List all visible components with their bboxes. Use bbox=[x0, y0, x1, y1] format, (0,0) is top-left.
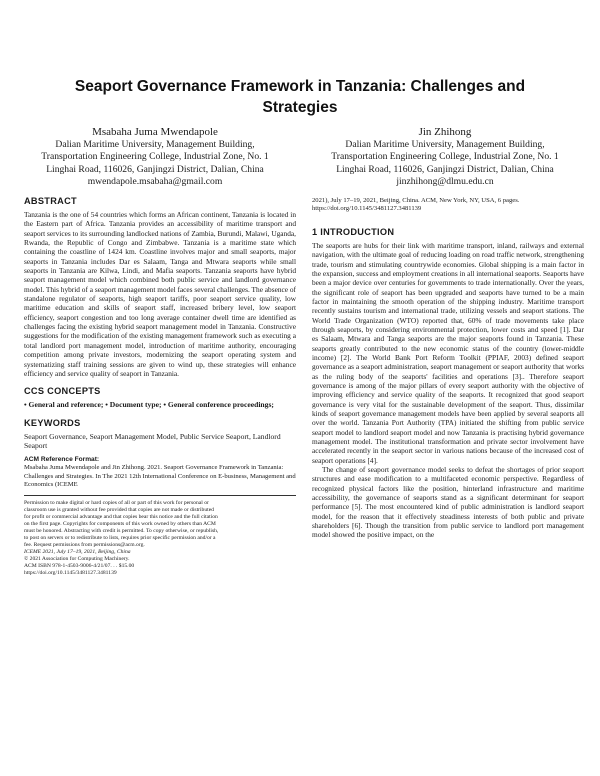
left-column bbox=[24, 195, 296, 578]
footnote-divider bbox=[24, 495, 296, 496]
author-affiliation-line: Dalian Maritime University, Management Building, bbox=[345, 139, 545, 150]
abstract-text: Tanzania is the one of 54 countries which forms an African continent, Tanzania is located in the Eastern part of Africa. Tanzania provides an accessibility of maritime transport and seaport services to its surrounding landlocked nations of Zambia, Burundi, Malawi, Uganda, Rwanda, the Republic of Congo and Zimbabwe. Tanzania is a maritime state which containing the coastline of 1424 km. Coastline involves major and small seaports, major seaports in Tanzania includes Dar es Salaam, Tanga and Mtwara seaports while small seaports in Tanzania are Kilwa, Lindi, and Mafia seaports. Tanzania seaports have hybrid seaport management model which combined both public service and landlord governance model. This hybrid of a seaport management model faces several challenges. The absence of standalone regulator of seaports, high seaport tariffs, poor seaport service quality, low maritime education and skills of seaport staff, increased bribery level, low seaport efficiency, seaport congestion and too long average container dwell time are identified as challenges facing the existing hybrid seaport management model in Tanzania. Constructive suggestions for the modification of the existing management framework such as executing a total landlord port management model, introduction of maritime authority, encouraging competition among private investors, modernizing the seaport operating system and systematizing staff training sessions are given to wind up, these strategies will enhance efficiency and service quality of seaport in Tanzania. bbox=[24, 210, 296, 378]
right-column bbox=[312, 197, 584, 540]
acm-reference-text: Msabaha Juma Mwendapole and Jin Zhihong. 2021. Seaport Governance Framework in Tanzania: Challenges and Strategies. In The 2021 12th International Conference on E-business, Management and Economics (ICEME bbox=[24, 464, 296, 489]
permission-line: must be honored. Abstracting with credit is permitted. To copy otherwise, or republish, bbox=[24, 527, 219, 534]
keywords-heading: KEYWORDS bbox=[24, 417, 81, 428]
ccs-heading: CCS CONCEPTS bbox=[24, 386, 101, 397]
doi-link[interactable]: https://doi.org/10.1145/3481127.3481139 bbox=[24, 570, 117, 577]
copyright-line: © 2021 Association for Computing Machinery. bbox=[24, 556, 130, 563]
author-email[interactable]: mwendapole.msabaha@gmail.com bbox=[87, 176, 223, 188]
conference-line: ICEME 2021, July 17–19, 2021, Beijing, China bbox=[24, 549, 131, 556]
introduction-heading: 1 INTRODUCTION bbox=[312, 226, 395, 237]
author-affiliation-line: Linghai Road, 116026, Ganjingzi District, Dalian, China bbox=[46, 163, 264, 175]
acm-reference-continuation: 2021), July 17–19, 2021, Beijing, China. ACM, New York, NY, USA, 6 pages. https://doi.org/10.1145/3481127.3481139 bbox=[312, 197, 520, 213]
permission-line: fee. Request permissions from permissions@acm.org. bbox=[24, 542, 145, 549]
isbn-line: ACM ISBN 978-1-4503-9006-4/21/07. . . $15.00 bbox=[24, 563, 135, 570]
permission-line: for profit or commercial advantage and that copies bear this notice and the full citation bbox=[24, 513, 218, 520]
author-affiliation-line: Dalian Maritime University, Management Building, bbox=[55, 139, 255, 150]
ccs-concepts: • General and reference; • Document type; • General conference proceedings; bbox=[24, 400, 274, 410]
permission-line: to post on servers or to redistribute to lists, requires prior specific permission and/or a bbox=[24, 534, 216, 541]
author-name: Msabaha Juma Mwendapole bbox=[92, 126, 218, 138]
author-block-1 bbox=[20, 125, 290, 189]
abstract-heading: ABSTRACT bbox=[24, 196, 77, 206]
author-name: Jin Zhihong bbox=[418, 126, 472, 138]
author-email[interactable]: jinzhihong@dlmu.edu.cn bbox=[396, 176, 494, 188]
permission-line: Permission to make digital or hard copies of all or part of this work for personal or bbox=[24, 499, 209, 506]
acm-reference-heading: ACM Reference Format: bbox=[24, 455, 100, 463]
author-block-2 bbox=[310, 125, 580, 189]
introduction-paragraph-2: The change of seaport governance model seeks to defeat the shortages of prior seaport structures and ease modification to a multifaceted economic perspective. Regardless of recognized physical factors like the position, hinterland infrastructure and maritime accessibility, the governance of seaports stand as a significant determinant for seaport performance [5]. The most encountered kind of public administration is landlord seaport model, for the reason that it effectively steadiness interests of both public and private shareholders [6]. Though the transition from public service to landlord port management model showed the positive impact, on the bbox=[312, 465, 584, 540]
author-affiliation-line: Transportation Engineering College, Industrial Zone, No. 1 bbox=[331, 151, 559, 163]
paper-title: Seaport Governance Framework in Tanzania: Challenges and Strategies bbox=[74, 78, 526, 116]
introduction-paragraph-1: The seaports are hubs for their link with maritime transport, inland, railways and external navigation, with the ultimate goal of reducing loading on road traffic network, strengthening trade, tourism and stimulating countrywide economies. Global shipping is a main factor in the expansion, success and employment creations in all international seaports. Seaports have been a major device over centuries for governments to trade internationally. Over the years, the significant role of seaport has been upgraded and seaports have turned to be a main factor in maintaining the smooth operation of the shipping industry. Maritime transport recently sustains tourism and international trade, utilizing vessels and seaport stations. The World Trade Organization (WTO) reported that, 60% of trade movements take place through seaports, by considering environmental protection, lower costs and speed [1]. Dar es Salaam, Mtwara and Tanga seaports are the major seaports found in Tanzania. These seaports greatly contributed to the new economic status of the country (lower-middle income) [2]. The World Bank Port Reform Toolkit (PPIAF, 2003) defined seaport governance as a seaport administration, seaport management or seaport authority that works as the ruling body of the seaports' facilities and operations [3].. Therefore seaport governance is among of the major pillars of every seaport authority with the objective of improving efficiency and service quality of the seaports. It recognized that good seaport governance is very vital for the sustainable development of the seaport. Thus, dissimilar kinds of seaport governance management models have been applied by several seaports all over the world. Tanzania Port Authority (TPA) initiated the shifting from public service seaport model to landlord seaport model and now Tanzania is practising hybrid governance management model. The institutional transformation and private sector involvement have accelerated recently in the seaport sector in various nations because of the increased cost of seaport operations [4]. bbox=[312, 240, 584, 465]
permission-line: classroom use is granted without fee provided that copies are not made or distributed bbox=[24, 506, 214, 513]
author-affiliation-line: Transportation Engineering College, Industrial Zone, No. 1 bbox=[41, 151, 269, 163]
author-affiliation-line: Linghai Road, 116026, Ganjingzi District, Dalian, China bbox=[336, 163, 554, 175]
permission-notice bbox=[24, 500, 296, 578]
permission-line: on the first page. Copyrights for components of this work owned by others than ACM bbox=[24, 520, 216, 527]
keywords-text: Seaport Governance, Seaport Management Model, Public Service Seaport, Landlord Seaport bbox=[24, 431, 281, 451]
